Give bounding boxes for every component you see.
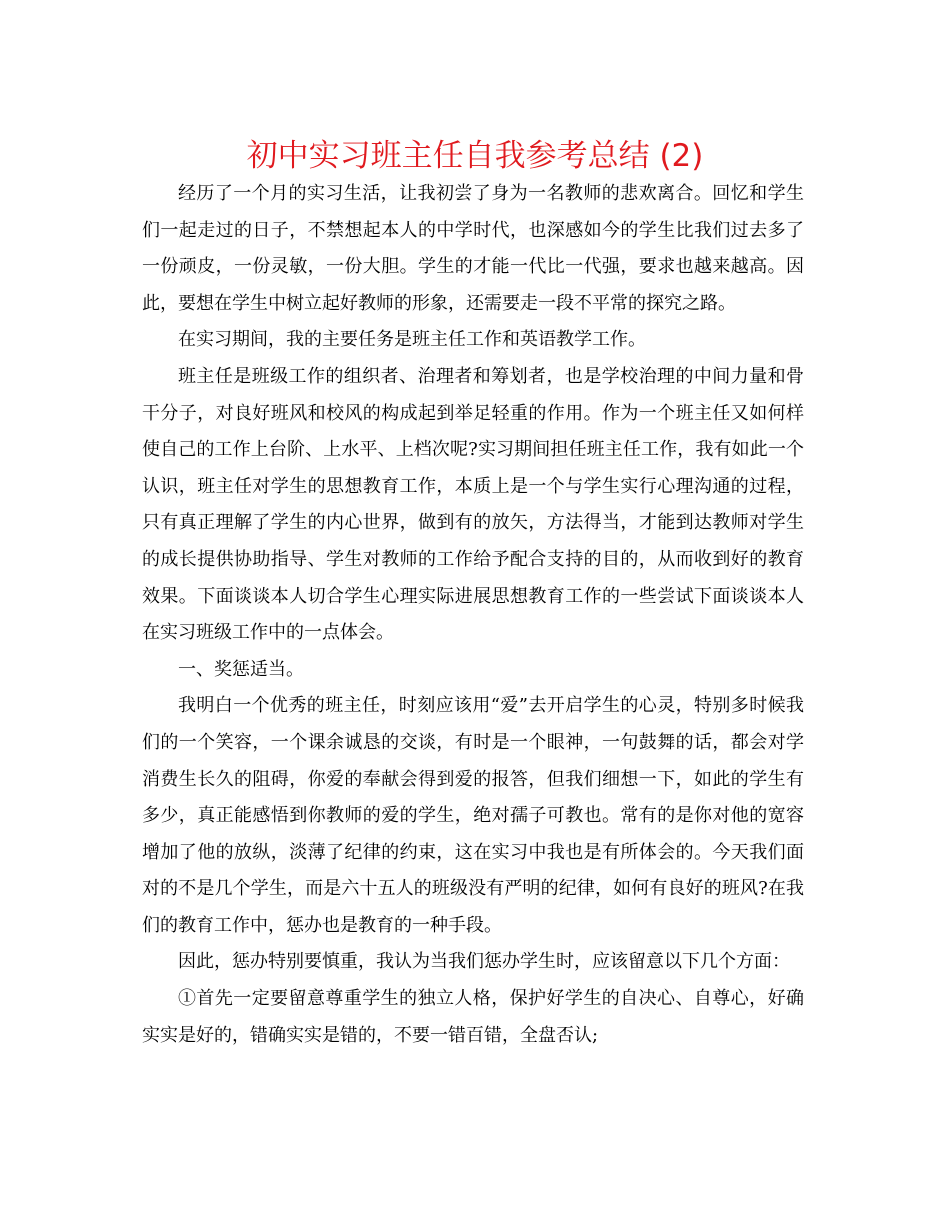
paragraph: 经历了一个月的实习生活，让我初尝了身为一名教师的悲欢离合。回忆和学生们一起走过的日子，不禁想起本人的中学时代，也深感如今的学生比我们过去多了一份顽皮，一份灵敏，一份大胆。学生的才能一代比一代强，要求也越来越高。因此，要想在学生中树立起好教师的形象，还需要走一段不平常的探究之路。 xyxy=(142,183,804,314)
paragraph: 我明白一个优秀的班主任，时刻应该用“爱”去开启学生的心灵，特别多时候我们的一个笑容，一个课余诚恳的交谈，有时是一个眼神，一句鼓舞的话，都会对学消费生长久的阻碍，你爱的奉献会得到爱的报答，但我们细想一下，如此的学生有多少，真正能感悟到你教师的爱的学生，绝对孺子可教也。常有的是你对他的宽容增加了他的放纵，淡薄了纪律的约束，这在实习中我也是有所体会的。今天我们面对的不是几个学生，而是六十五人的班级没有严明的纪律，如何有良好的班风?在我们的教育工作中，惩办也是教育的一种手段。 xyxy=(142,695,804,936)
paragraph: ①首先一定要留意尊重学生的独立人格，保护好学生的自决心、自尊心，好确实实是好的，错确实实是错的，不要一错百错，全盘否认; xyxy=(142,988,804,1046)
document-title: 初中实习班主任自我参考总结 (2) xyxy=(246,138,704,174)
paragraph: 在实习期间，我的主要任务是班主任工作和英语教学工作。 xyxy=(178,329,646,351)
paragraph: 因此，惩办特别要慎重，我认为当我们惩办学生时，应该留意以下几个方面： xyxy=(178,951,790,973)
document-body xyxy=(142,176,804,1054)
paragraph: 班主任是班级工作的组织者、治理者和筹划者，也是学校治理的中间力量和骨干分子，对良好班风和校风的构成起到举足轻重的作用。作为一个班主任又如何样使自己的工作上台阶、上水平、上档次呢?实习期间担任班主任工作，我有如此一个认识，班主任对学生的思想教育工作，本质上是一个与学生实行心理沟通的过程，只有真正理解了学生的内心世界，做到有的放矢，方法得当，才能到达教师对学生的成长提供协助指导、学生对教师的工作给予配合支持的目的，从而收到好的教育效果。下面谈谈本人切合学生心理实际进展思想教育工作的一些尝试下面谈谈本人在实习班级工作中的一点体会。 xyxy=(142,365,804,644)
section-heading: 一、奖惩适当。 xyxy=(178,658,304,680)
